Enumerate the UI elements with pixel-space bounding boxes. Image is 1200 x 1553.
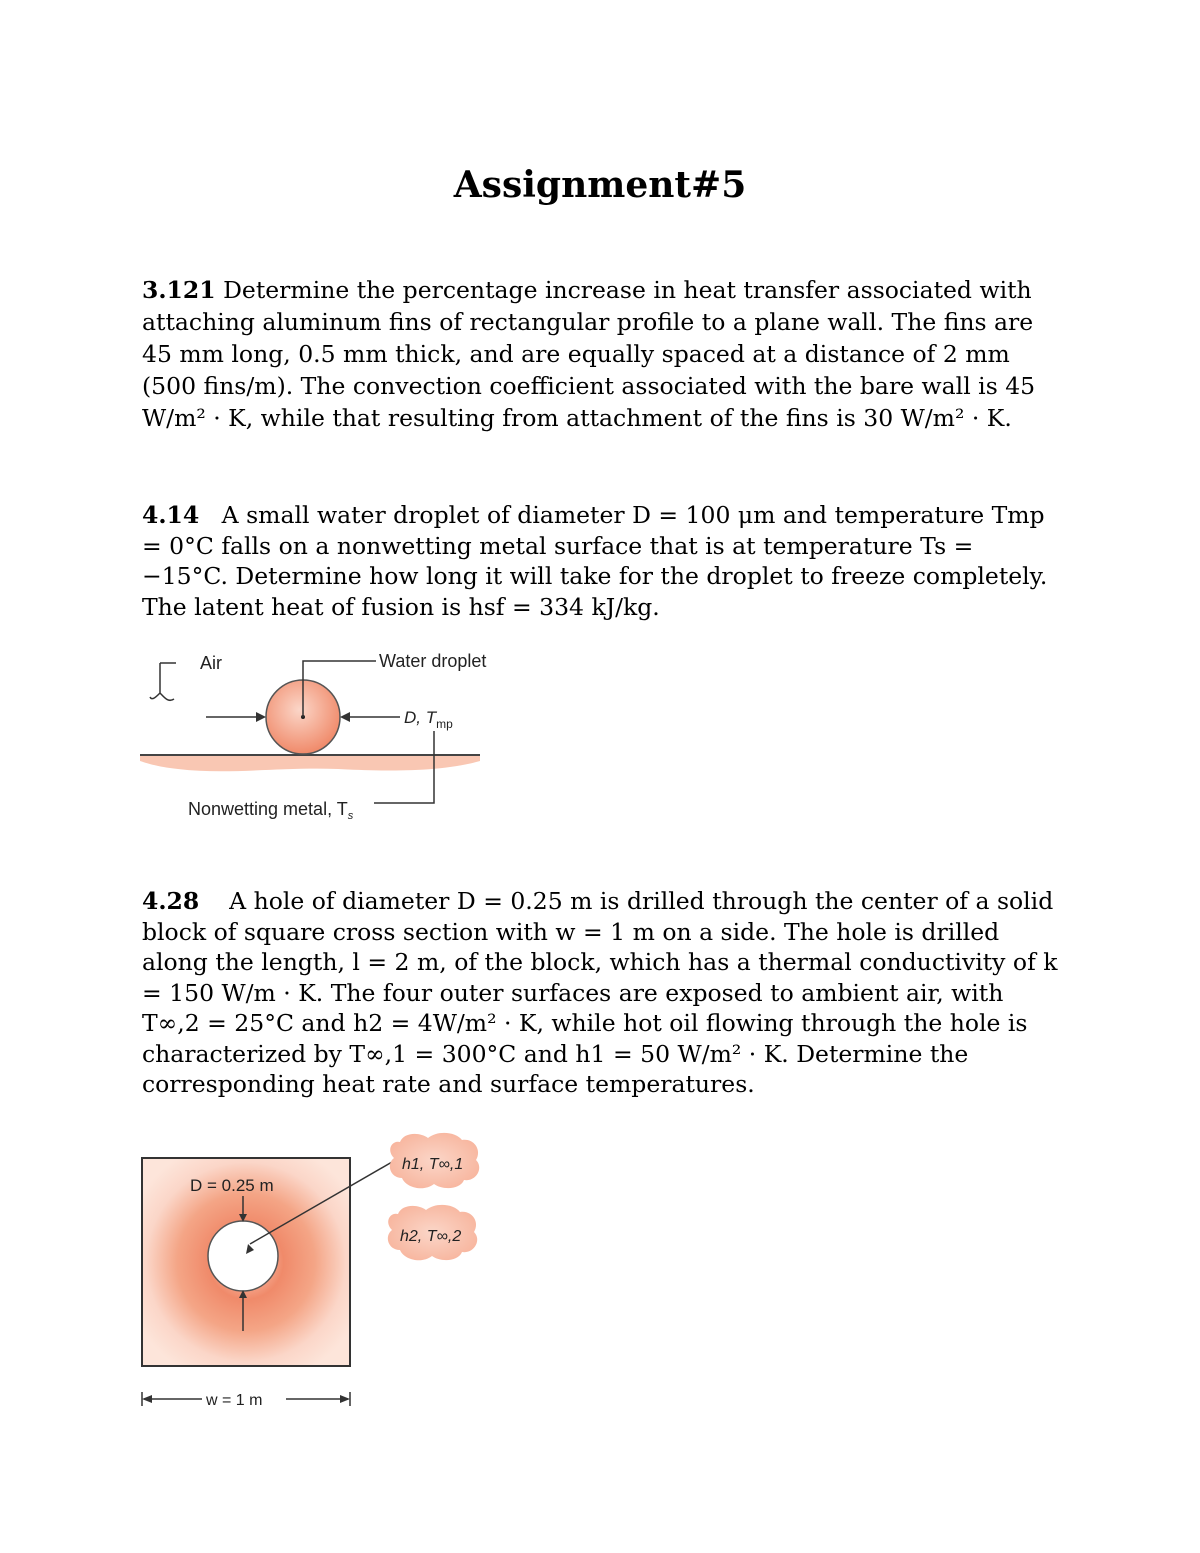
droplet-figure (138, 645, 498, 830)
problem-number: 3.121 (142, 276, 216, 304)
problem-4-14 (142, 500, 1062, 622)
problem-text: A hole of diameter D = 0.25 m is drilled through the center of a solid block of square cross section with w = 1 m on a side. The hole is drilled along the length, l = 2 m, of the block, which has a thermal conductivity of k = 150 W/m · K. The four outer surfaces are exposed to ambient air, with T∞,2 = 25°C and h2 = 4W/m² · K, while hot oil flowing through the hole is characterized by T∞,1 = 300°C and h1 = 50 W/m² · K. Determine the corresponding heat rate and surface temperatures. (142, 887, 1058, 1098)
nonwetting-metal-label (188, 799, 354, 822)
diameter-temp-label (404, 708, 453, 731)
problem-number: 4.14 (142, 501, 200, 529)
block-figure (138, 1128, 498, 1418)
metal-surface (140, 755, 480, 771)
surface-sub: s (347, 810, 354, 822)
problem-3-121 (142, 274, 1062, 434)
outer-condition-label: h2, T∞,2 (400, 1228, 462, 1245)
page-title: Assignment#5 (453, 164, 747, 206)
surface-text: Nonwetting metal, T (188, 799, 348, 819)
inner-condition-label: h1, T∞,1 (402, 1156, 464, 1173)
problem-text: A small water droplet of diameter D = 100 μm and temperature Tmp = 0°C falls on a nonwetting metal surface that is at temperature Ts = −15°C. Determine how long it will take for the droplet to freeze completely. The latent heat of fusion is hsf = 334 kJ/kg. (142, 501, 1048, 621)
air-label: Air (200, 653, 222, 673)
problem-number: 4.28 (142, 887, 200, 915)
dt-text: D, T (404, 708, 437, 727)
hole-diameter-label: D = 0.25 m (190, 1176, 274, 1195)
dt-sub: mp (436, 717, 453, 731)
hole (208, 1221, 278, 1291)
water-droplet-label: Water droplet (379, 651, 487, 671)
air-flow-icon (150, 663, 176, 700)
width-label: w = 1 m (206, 1392, 263, 1409)
problem-text: Determine the percentage increase in heat transfer associated with attaching aluminum fins of rectangular profile to a plane wall. The fins are 45 mm long, 0.5 mm thick, and are equally spaced at a distance of 2 mm (500 fins/m). The convection coefficient associated with the bare wall is 45 W/m² · K, while that resulting from attachment of the fins is 30 W/m² · K. (142, 276, 1036, 432)
problem-4-28 (142, 886, 1062, 1100)
